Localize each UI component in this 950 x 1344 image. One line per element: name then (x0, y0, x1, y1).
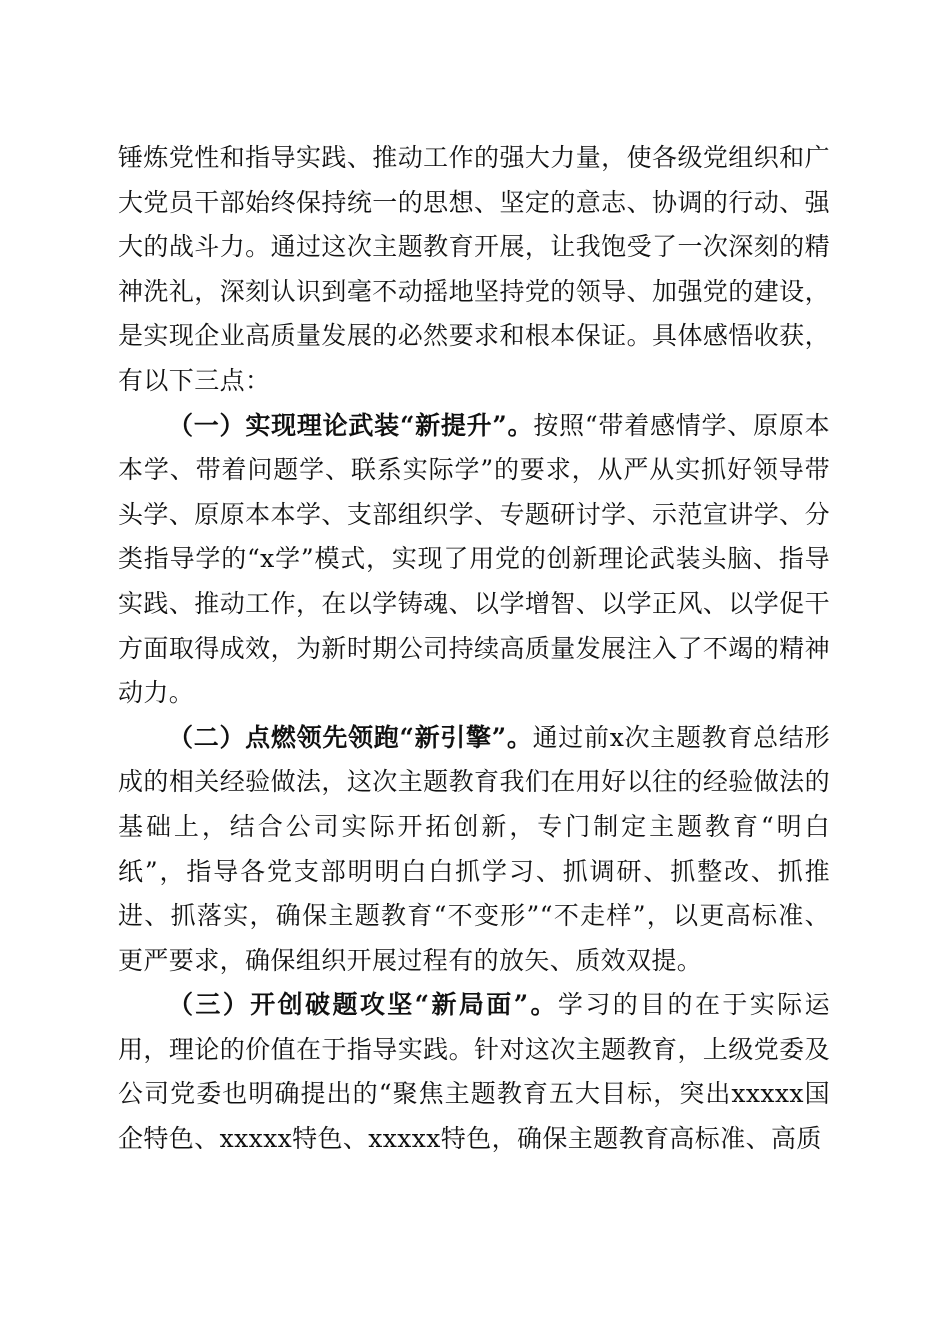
paragraph-point-3-text: 学习的目的在于实际运用，理论的价值在于指导实践。针对这次主题教育，上级党委及公司党委也明确提出的“聚焦主题教育五大目标，突出xxxxx国企特色、xxxxx特色、xxxxx特色，确保主题教育高标准、高质 (118, 990, 830, 1154)
paragraph-intro (118, 136, 830, 404)
paragraph-point-1-text: 按照“带着感情学、原原本本学、带着问题学、联系实际学”的要求，从严从实抓好领导带头学、原原本本学、支部组织学、专题研讨学、示范宣讲学、分类指导学的“x学”模式，实现了用党的创新理论武装头脑、指导实践、推动工作，在以学铸魂、以学增智、以学正风、以学促干方面取得成效，为新时期公司持续高质量发展注入了不竭的精神动力。 (118, 410, 830, 708)
paragraph-point-3-heading: （三）开创破题攻坚“新局面”。 (168, 990, 558, 1020)
paragraph-intro-text: 锤炼党性和指导实践、推动工作的强大力量，使各级党组织和广大党员干部始终保持统一的思想、坚定的意志、协调的行动、强大的战斗力。通过这次主题教育开展，让我饱受了一次深刻的精神洗礼，深刻认识到毫不动摇地坚持党的领导、加强党的建设，是实现企业高质量发展的必然要求和根本保证。具体感悟收获，有以下三点： (118, 143, 830, 395)
paragraph-point-2 (118, 716, 830, 984)
paragraph-point-1 (118, 404, 830, 716)
paragraph-point-3 (118, 983, 830, 1161)
paragraph-point-2-text: 通过前x次主题教育总结形成的相关经验做法，这次主题教育我们在用好以往的经验做法的基础上，结合公司实际开拓创新，专门制定主题教育“明白纸”，指导各党支部明明白白抓学习、抓调研、抓整改、抓推进、抓落实，确保主题教育“不变形”“不走样”，以更高标准、更严要求，确保组织开展过程有的放矢、质效双提。 (118, 722, 831, 975)
document-body (118, 136, 830, 1162)
paragraph-point-2-heading: （二）点燃领先领跑“新引擎”。 (168, 722, 533, 752)
paragraph-point-1-heading: （一）实现理论武装“新提升”。 (168, 410, 534, 440)
